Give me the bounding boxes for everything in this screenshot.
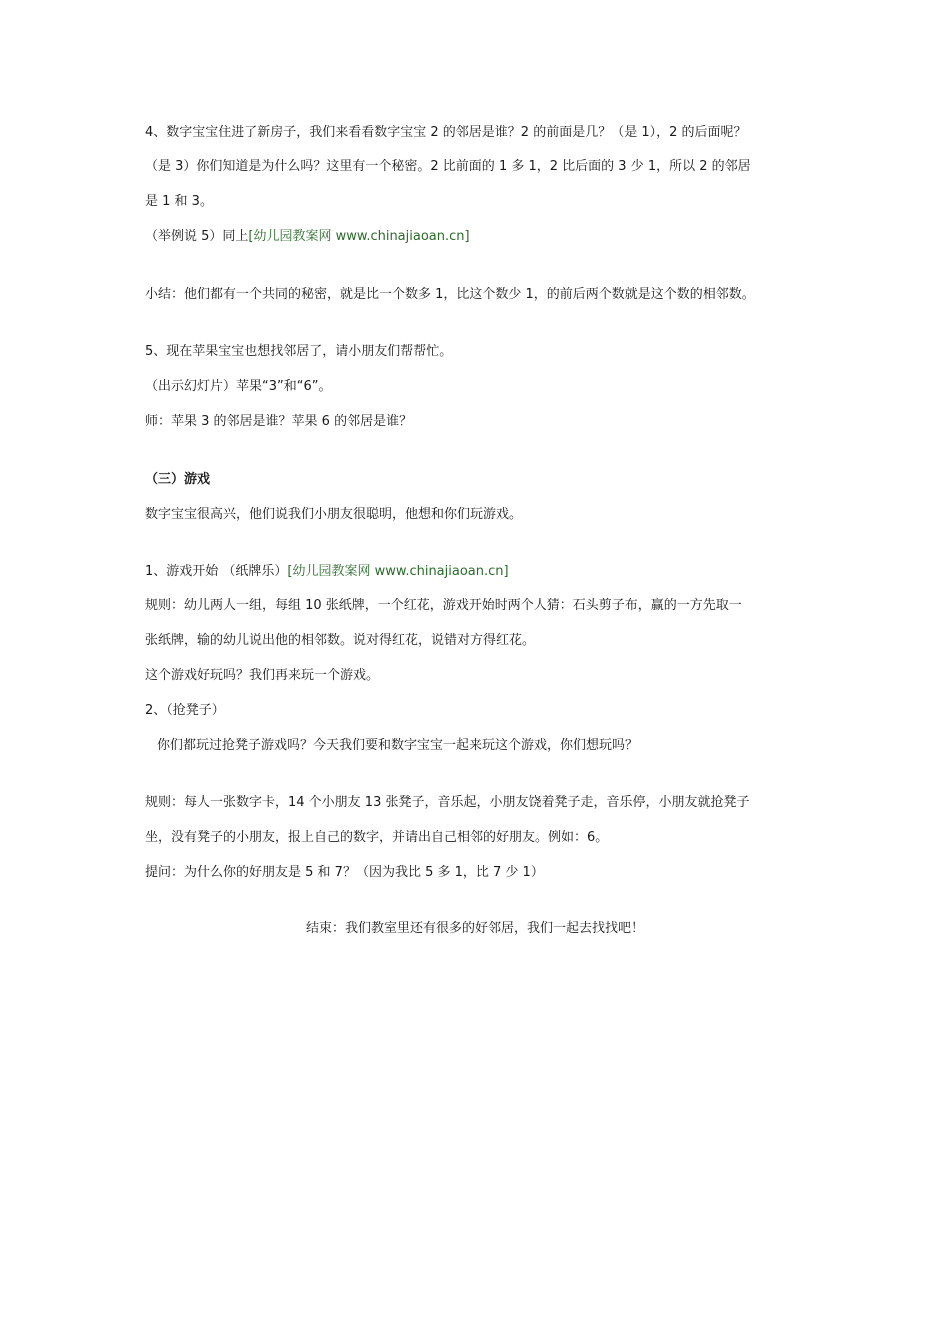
- section5-line2: （出示幻灯片）苹果“3”和“6”。: [145, 379, 332, 394]
- section4-line1: 4、数字宝宝住进了新房子，我们来看看数字宝宝 2 的邻居是谁？2 的前面是几？（是 1），2 的后面呢？: [145, 125, 747, 140]
- games-intro: 数字宝宝很高兴，他们说我们小朋友很聪明，他想和你们玩游戏。: [145, 507, 523, 522]
- section4-line2: （是 3）你们知道是为什么吗？这里有一个秘密。2 比前面的 1 多 1，2 比后面的 3 少 1，所以 2 的邻居: [145, 159, 751, 174]
- section5-line1: 5、现在苹果宝宝也想找邻居了，请小朋友们帮帮忙。: [145, 344, 453, 359]
- example-prefix: （举例说 5）同上: [145, 229, 249, 244]
- section4-line3: 是 1 和 3。: [145, 194, 213, 209]
- game2-intro: 你们都玩过抢凳子游戏吗？今天我们要和数字宝宝一起来玩这个游戏，你们想玩吗？: [157, 738, 639, 753]
- question-line: 提问：为什么你的好朋友是 5 和 7？（因为我比 5 多 1，比 7 少 1）: [145, 865, 544, 880]
- games-heading: （三）游戏: [145, 472, 211, 487]
- rule1-line1: 规则：幼儿两人一组，每组 10 张纸牌，一个红花，游戏开始时两个人猜：石头剪子布，赢的一方先取一: [145, 598, 742, 613]
- summary-line: 小结：他们都有一个共同的秘密，就是比一个数多 1，比这个数少 1，的前后两个数就是这个数的相邻数。: [145, 287, 755, 302]
- site-link[interactable]: [幼儿园教案网 www.chinajiaoan.cn]: [248, 229, 470, 244]
- section5-line3: 师：苹果 3 的邻居是谁？苹果 6 的邻居是谁？: [145, 414, 413, 429]
- site-link[interactable]: [幼儿园教案网 www.chinajiaoan.cn]: [287, 564, 509, 579]
- game1-title: 1、游戏开始 （纸牌乐）: [145, 564, 288, 579]
- transition-line: 这个游戏好玩吗？我们再来玩一个游戏。: [145, 668, 380, 683]
- example-line: [145, 228, 825, 246]
- ending-line: 结束：我们教室里还有很多的好邻居，我们一起去找找吧！: [305, 921, 644, 936]
- game1-title-line: [145, 563, 825, 581]
- rule1-line2: 张纸牌，输的幼儿说出他的相邻数。说对得红花，说错对方得红花。: [145, 633, 536, 648]
- rule2-line2: 坐，没有凳子的小朋友，报上自己的数字，并请出自己相邻的好朋友。例如：6。: [145, 830, 609, 845]
- rule2-line1: 规则：每人一张数字卡，14 个小朋友 13 张凳子，音乐起，小朋友饶着凳子走，音乐停，小朋友就抢凳子: [145, 795, 750, 810]
- game2-title: 2、（抢凳子）: [145, 703, 225, 718]
